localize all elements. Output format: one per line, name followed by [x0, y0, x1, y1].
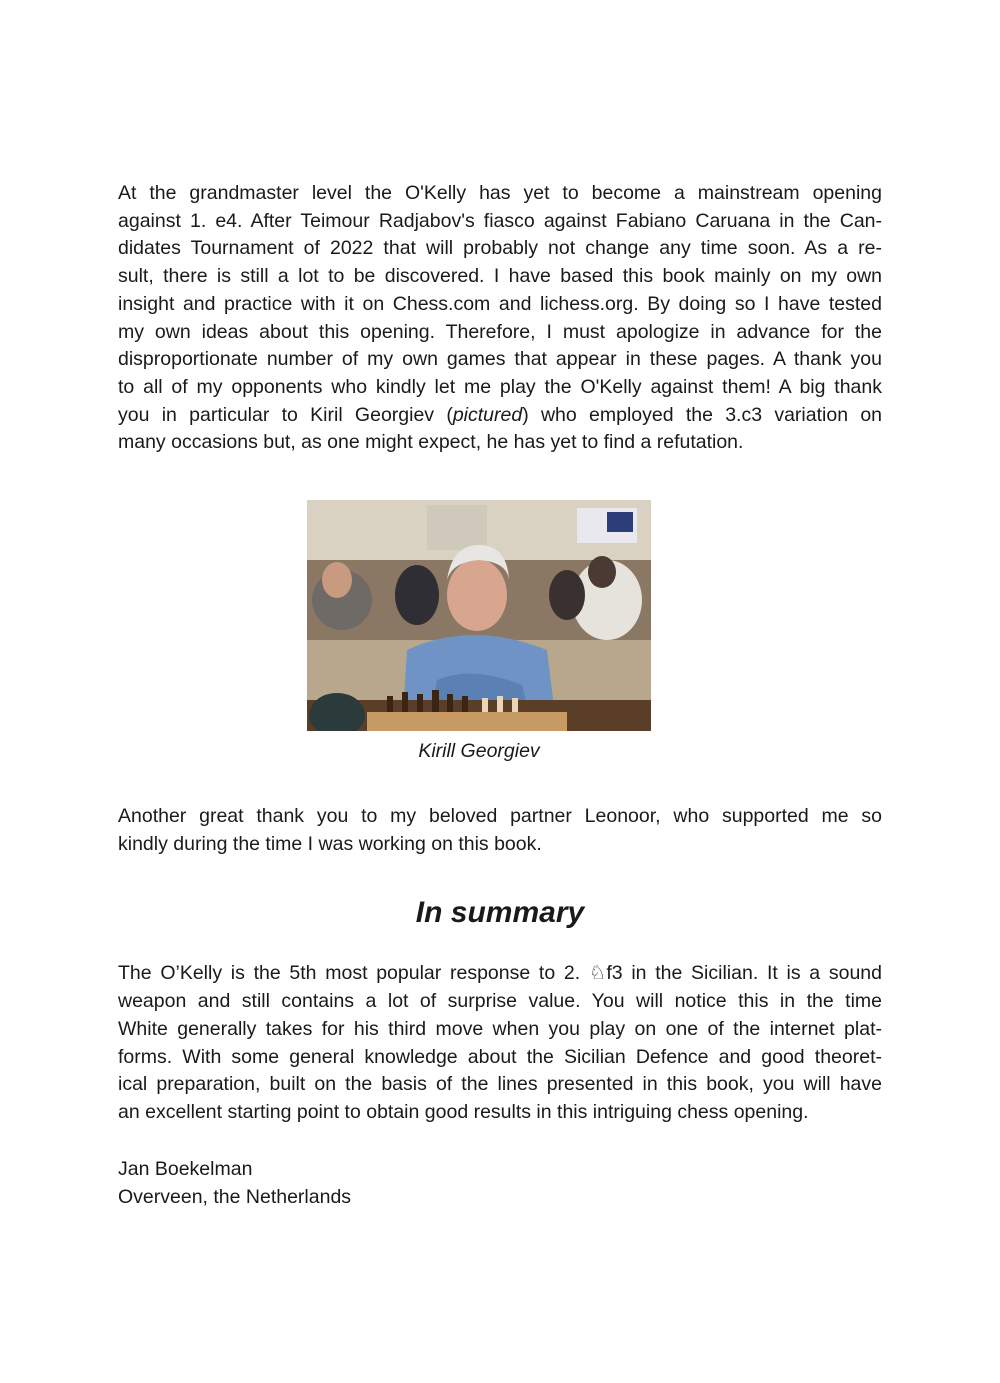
text-line: ical preparation, built on the basis of the lines presented in this book, you will have	[118, 1073, 882, 1096]
photo-illustration	[307, 500, 651, 731]
text-line	[118, 402, 882, 430]
page-content	[118, 180, 882, 1211]
author-location: Overveen, the Netherlands	[118, 1185, 352, 1208]
text-line: my own ideas about this opening. Therefore, I must apologize in advance for the	[118, 320, 882, 343]
summary-paragraph	[118, 960, 882, 1126]
text-line: disproportionate number of my own games that appear in these pages. A thank you	[118, 348, 882, 371]
text-line: kindly during the time I was working on this book.	[118, 832, 542, 855]
text-line: insight and practice with it on Chess.com and lichess.org. By doing so I have tested	[118, 292, 882, 315]
text-line: The O’Kelly is the 5th most popular response to 2. ♘f3 in the Sicilian. It is a sound	[118, 962, 882, 985]
signature	[118, 1155, 882, 1211]
text-line: sult, there is still a lot to be discovered. I have based this book mainly on my own	[118, 265, 882, 288]
text-line: At the grandmaster level the O'Kelly has yet to become a mainstream opening	[118, 182, 882, 204]
intro-paragraph	[118, 180, 882, 457]
figure	[307, 500, 651, 763]
text-line: Another great thank you to my beloved partner Leonoor, who supported me so	[118, 805, 882, 828]
text-fragment: ) who employed the 3.c3 variation on	[522, 403, 883, 426]
text-line: an excellent starting point to obtain good results in this intriguing chess opening.	[118, 1100, 809, 1123]
player-photo	[307, 500, 651, 731]
text-line: didates Tournament of 2022 that will probably not change any time soon. As a re-	[118, 237, 882, 260]
text-line: White generally takes for his third move when you play on one of the internet plat-	[118, 1017, 882, 1040]
section-heading: In summary	[415, 896, 585, 930]
author-name: Jan Boekelman	[118, 1157, 253, 1180]
text-line: many occasions but, as one might expect, he has yet to find a refutation.	[118, 431, 744, 454]
italic-word: pictured	[452, 403, 523, 426]
text-line: against 1. e4. After Teimour Radjabov's fiasco against Fabiano Caruana in the Can-	[118, 209, 882, 232]
text-line: to all of my opponents who kindly let me play the O'Kelly against them! A big thank	[118, 375, 882, 398]
text-line: weapon and still contains a lot of surprise value. You will notice this in the time	[118, 990, 882, 1013]
photo-caption: Kirill Georgiev	[418, 740, 540, 763]
thanks-paragraph	[118, 803, 882, 858]
text-line: forms. With some general knowledge about the Sicilian Defence and good theoret-	[118, 1045, 882, 1068]
text-fragment: you in particular to Kiril Georgiev (	[118, 403, 453, 426]
